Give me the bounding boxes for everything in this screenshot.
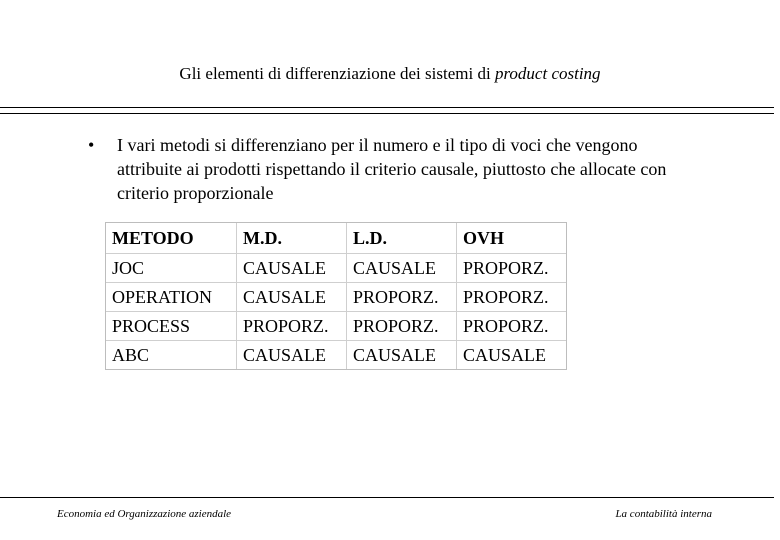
- table-cell: PROPORZ.: [457, 254, 566, 283]
- table-header-cell: M.D.: [237, 223, 347, 254]
- slide-title-emphasis: product costing: [494, 64, 601, 83]
- footer-section-name: La contabilità interna: [615, 508, 712, 520]
- table-cell: CAUSALE: [237, 254, 347, 283]
- table-cell: CAUSALE: [347, 254, 457, 283]
- table-row: [106, 312, 566, 341]
- slide-title: [0, 64, 780, 84]
- title-divider-thin: [0, 107, 774, 108]
- table-cell: PROPORZ.: [347, 312, 457, 341]
- table-row: [106, 283, 566, 312]
- slide-title-text: Gli elementi di differenziazione dei sistemi di: [179, 64, 491, 83]
- table-row: [106, 341, 566, 369]
- table-row: [106, 254, 566, 283]
- table-cell: PROPORZ.: [457, 283, 566, 312]
- table-header-cell: METODO: [106, 223, 237, 254]
- table-cell: PROPORZ.: [347, 283, 457, 312]
- table-cell: JOC: [106, 254, 237, 283]
- table-cell: ABC: [106, 341, 237, 369]
- table-cell: CAUSALE: [463, 344, 547, 365]
- footer-divider: [0, 497, 774, 498]
- table-header-cell: OVH: [457, 223, 566, 254]
- bullet-text: I vari metodi si differenziano per il numero e il tipo di voci che vengono attribuite ai prodotti rispettando il criterio causale, piuttosto che allocate con criterio proporzionale: [117, 135, 667, 203]
- footer-course-name: Economia ed Organizzazione aziendale: [57, 508, 232, 520]
- table-cell: PROCESS: [106, 312, 237, 341]
- table-cell: PROPORZ.: [457, 312, 566, 341]
- table-header-cell: L.D.: [347, 223, 457, 254]
- table-cell: CAUSALE: [237, 341, 347, 369]
- costing-methods-table: [105, 222, 567, 370]
- table-cell: PROPORZ.: [237, 312, 347, 341]
- title-divider-thick: [0, 113, 774, 114]
- table-cell: CAUSALE: [237, 283, 347, 312]
- bullet-icon: •: [88, 135, 95, 155]
- table-cell: OPERATION: [106, 283, 237, 312]
- table-cell: CAUSALE: [347, 341, 457, 369]
- table-header-row: [106, 223, 566, 254]
